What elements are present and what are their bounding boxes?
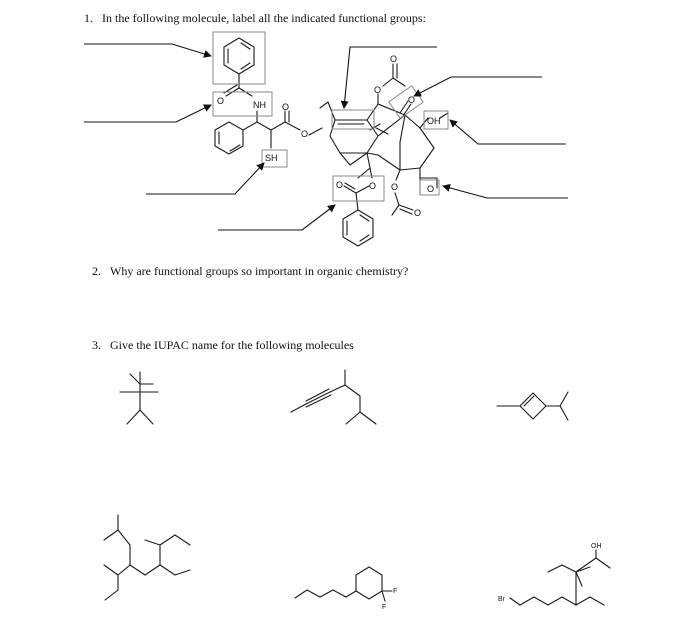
molecule-6 — [498, 543, 610, 605]
amide-oxygen: O — [217, 96, 225, 106]
arrow-ketone — [414, 77, 542, 96]
alcohol-label: OH — [427, 116, 441, 126]
molecule-4 — [104, 515, 190, 600]
fluorine-2: F — [382, 604, 387, 611]
arrow-thiol — [146, 163, 264, 194]
thiol-label: SH — [265, 153, 278, 163]
molecule-5 — [295, 567, 397, 611]
question-2-number: 2. — [92, 264, 101, 278]
question-1-text: In the following molecule, label all the indicated functional groups: — [102, 11, 426, 25]
arrow-amide — [84, 105, 211, 122]
question-3-text: Give the IUPAC name for the following molecules — [110, 338, 354, 352]
ketone-oxygen: O — [408, 95, 416, 105]
question-1-number: 1. — [84, 11, 93, 25]
benzoate-carbonyl: O — [336, 180, 344, 190]
arrow-alcohol — [450, 120, 566, 144]
phenyl-ring-top — [224, 38, 254, 88]
question-3-number: 3. — [92, 338, 101, 352]
label-arrows — [84, 44, 568, 230]
oxetane-oxygen: O — [427, 184, 435, 194]
bottom-acetate-oxygen: O — [391, 182, 399, 192]
molecule-3 — [497, 392, 568, 420]
arrow-phenyl — [84, 44, 211, 56]
question-2-text: Why are functional groups so important in organic chemistry? — [110, 264, 409, 278]
benzoate-oxygen: O — [369, 181, 377, 191]
top-acetate-carbonyl: O — [390, 54, 398, 64]
bottom-acetate-carbonyl: O — [414, 208, 422, 218]
arrow-ester — [218, 205, 335, 230]
amine-label: NH — [253, 100, 266, 110]
phenyl-ring-side — [215, 122, 243, 154]
complex-molecule — [213, 32, 448, 246]
arrow-ether — [443, 186, 568, 198]
phenyl-ring-bottom — [343, 210, 373, 246]
box-ketone — [389, 86, 423, 118]
molecule-1 — [120, 372, 158, 424]
ester-oxygen-double: O — [282, 102, 290, 112]
hydroxyl-label: OH — [591, 543, 602, 550]
bromine-label: Br — [498, 596, 505, 603]
molecule-2 — [291, 370, 376, 424]
fluorine-1: F — [393, 588, 398, 595]
top-acetate-oxygen: O — [374, 85, 382, 95]
ester-oxygen: O — [301, 129, 309, 139]
